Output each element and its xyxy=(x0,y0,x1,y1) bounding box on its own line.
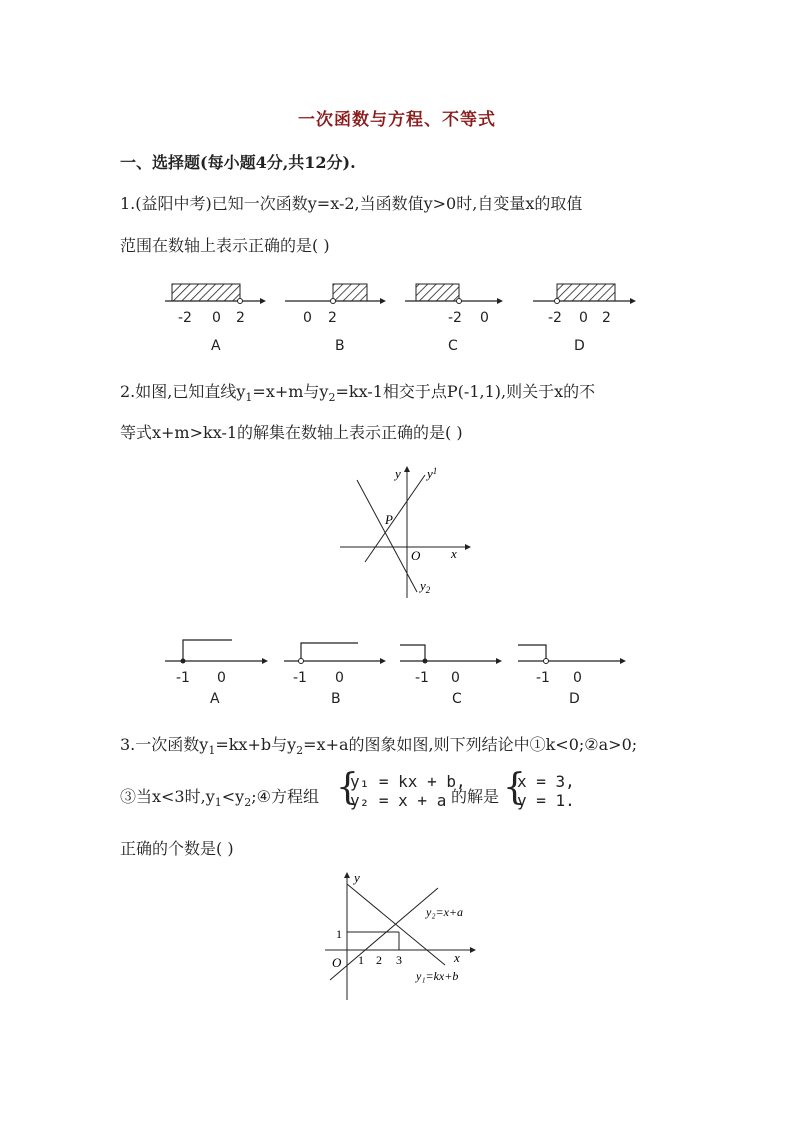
left-brace: { xyxy=(336,767,359,808)
tick-label: -2 xyxy=(448,310,462,326)
option-letter: D xyxy=(574,338,585,354)
option-letter: D xyxy=(569,691,580,707)
tick-label: 2 xyxy=(602,310,611,326)
tick-label: 0 xyxy=(335,670,344,686)
option-letter: A xyxy=(211,338,221,354)
x-tick-label: 2 xyxy=(376,953,382,967)
q2-stem-line2: 等式x+m>kx-1的解集在数轴上表示正确的是( ) xyxy=(120,423,463,442)
left-brace: { xyxy=(503,767,526,808)
q2-options-figure xyxy=(0,630,794,710)
solution-system xyxy=(517,772,575,810)
tick-label: 0 xyxy=(303,310,312,326)
y2-label: y₂=x+a xyxy=(426,905,464,919)
x-tick-label: 1 xyxy=(358,953,364,967)
line-y2 xyxy=(357,480,417,592)
x-axis-label: x xyxy=(454,950,460,965)
q2-option-b[interactable] xyxy=(284,643,386,707)
q1-stem-line2: 范围在数轴上表示正确的是( ) xyxy=(120,236,330,255)
equation-system xyxy=(350,772,466,810)
q1-option-d[interactable] xyxy=(533,284,636,354)
origin-label: O xyxy=(411,548,421,563)
tick-label: -1 xyxy=(176,670,190,686)
page-title: 一次函数与方程、不等式 xyxy=(298,110,496,130)
option-letter: C xyxy=(448,338,458,354)
q1-options-figure xyxy=(0,270,794,370)
tick-label: 0 xyxy=(573,670,582,686)
x-tick-label: 3 xyxy=(396,953,402,967)
equation-line: y₁ = kx + b, xyxy=(350,772,466,791)
q3-stem-line1: 3.一次函数$y_1=kx+b$与$y_2=x+a$的图象如图,则下列结论中①k<0;②a>0; xyxy=(120,735,638,758)
q1-option-a[interactable] xyxy=(165,284,266,354)
hatched-region xyxy=(172,284,240,301)
point-p-label: P xyxy=(385,512,393,527)
y2-label: $y_2$ xyxy=(420,578,431,595)
q1-option-c[interactable] xyxy=(405,284,503,354)
tick-label: 0 xyxy=(579,310,588,326)
line-y2 xyxy=(330,888,438,980)
option-letter: C xyxy=(452,691,462,707)
tick-label: 0 xyxy=(212,310,221,326)
tick-label: -1 xyxy=(536,670,550,686)
q2-option-c[interactable] xyxy=(400,645,502,707)
option-letter: B xyxy=(331,691,341,707)
q1-option-b[interactable] xyxy=(285,284,386,354)
tick-label: 0 xyxy=(217,670,226,686)
tick-label: 0 xyxy=(451,670,460,686)
tick-label: 2 xyxy=(236,310,245,326)
y-axis-label: y xyxy=(395,466,401,481)
origin-label: O xyxy=(332,955,342,970)
q2-stem-line1: 2.如图,已知直线$y_1=x+m$与$y_2=kx-1$相交于点P(-1,1),则关于x的不 xyxy=(120,382,596,405)
tick-label: -2 xyxy=(548,310,562,326)
y-axis-label: y xyxy=(354,870,360,885)
tick-label: -1 xyxy=(415,670,429,686)
equation-line: y₂ = x + a xyxy=(350,791,447,810)
q2-option-d[interactable] xyxy=(518,645,626,707)
q2-option-a[interactable] xyxy=(165,640,268,707)
y1-label: y₁=kx+b xyxy=(416,969,459,983)
section-heading: 一、选择题(每小题4分,共12分). xyxy=(120,153,356,172)
option-letter: A xyxy=(210,691,220,707)
q2-graph xyxy=(335,460,485,600)
open-dot xyxy=(238,299,243,304)
y1-label: $y^1$ xyxy=(427,466,438,481)
tick-label: -1 xyxy=(293,670,307,686)
y-tick-label: 1 xyxy=(336,927,342,941)
x-axis-label: x xyxy=(451,546,457,561)
tick-label: 2 xyxy=(328,310,337,326)
q3-graph xyxy=(320,870,490,1000)
option-letter: B xyxy=(335,338,345,354)
equation-line: y = 1. xyxy=(517,791,575,810)
q3-stem-line3: 正确的个数是( ) xyxy=(120,839,234,858)
equation-line: x = 3, xyxy=(517,772,575,791)
tick-label: -2 xyxy=(178,310,192,326)
tick-label: 0 xyxy=(480,310,489,326)
q3-mid-text: 的解是 xyxy=(451,787,500,806)
q3-stem-line2: ③当x<3时$,y_1<y_2;④$方程组 xyxy=(120,787,319,810)
q1-stem-line1: 1.(益阳中考)已知一次函数y=x-2,当函数值y>0时,自变量x的取值 xyxy=(120,194,583,213)
